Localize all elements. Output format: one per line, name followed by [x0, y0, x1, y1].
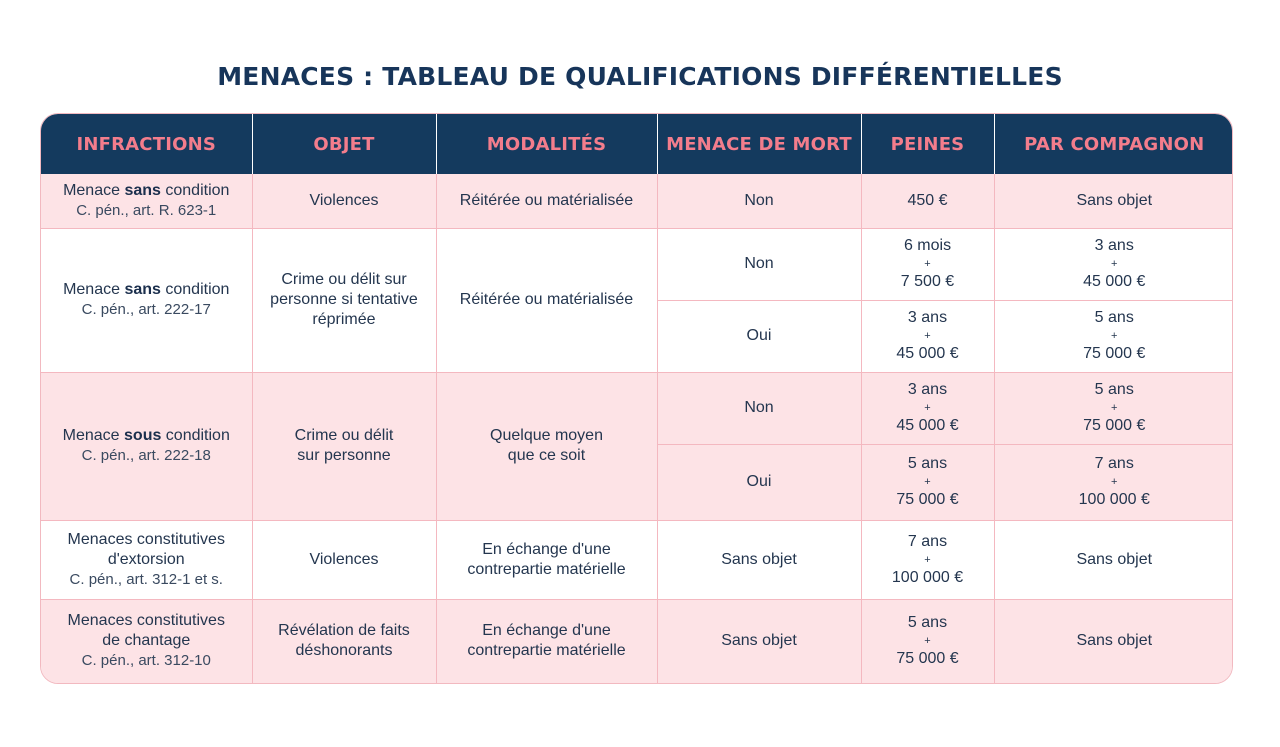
- objet-cell: Crime ou délit sur personne si tentative réprimée: [252, 228, 436, 372]
- qualifications-table: [40, 113, 1233, 684]
- peines-cell: 5 ans + 75 000 €: [861, 599, 994, 683]
- compagnon-cell: Sans objet: [994, 174, 1233, 228]
- peines-cell: 5 ans + 75 000 €: [861, 444, 994, 520]
- compagnon-cell: Sans objet: [994, 520, 1233, 599]
- table-row: [41, 520, 1233, 599]
- peines-cell: 3 ans + 45 000 €: [861, 300, 994, 372]
- menace-de-mort-cell: Oui: [657, 444, 861, 520]
- objet-cell: Violences: [252, 174, 436, 228]
- table-row: [41, 372, 1233, 444]
- peines-cell: 6 mois + 7 500 €: [861, 228, 994, 300]
- compagnon-cell: 3 ans + 45 000 €: [994, 228, 1233, 300]
- menace-de-mort-cell: Non: [657, 174, 861, 228]
- peines-cell: 450 €: [861, 174, 994, 228]
- objet-cell: Violences: [252, 520, 436, 599]
- infraction-cell: [41, 228, 252, 372]
- table-header-row: [41, 114, 1233, 174]
- page-title: MENACES : TABLEAU DE QUALIFICATIONS DIFFÉRENTIELLES: [217, 62, 1063, 91]
- infraction-label: Menace sans condition: [63, 281, 230, 298]
- header-modalites: MODALITÉS: [436, 114, 657, 174]
- modalites-cell: Réitérée ou matérialisée: [436, 174, 657, 228]
- menace-de-mort-cell: Non: [657, 372, 861, 444]
- table-row: [41, 599, 1233, 683]
- infraction-cell: [41, 372, 252, 520]
- compagnon-cell: Sans objet: [994, 599, 1233, 683]
- modalites-cell: Quelque moyen que ce soit: [436, 372, 657, 520]
- header-infractions: INFRACTIONS: [41, 114, 252, 174]
- peines-cell: 3 ans + 45 000 €: [861, 372, 994, 444]
- header-menace-de-mort: MENACE DE MORT: [657, 114, 861, 174]
- objet-cell: Révélation de faits déshonorants: [252, 599, 436, 683]
- compagnon-cell: 7 ans + 100 000 €: [994, 444, 1233, 520]
- infraction-ref: C. pén., art. R. 623-1: [76, 201, 217, 219]
- infraction-cell: Menaces constitutives de chantage C. pén., art. 312-10: [41, 599, 252, 683]
- compagnon-cell: 5 ans + 75 000 €: [994, 300, 1233, 372]
- menace-de-mort-cell: Sans objet: [657, 520, 861, 599]
- table-row: [41, 174, 1233, 228]
- infraction-ref: C. pén., art. 222-17: [81, 301, 211, 318]
- table-row: [41, 228, 1233, 300]
- infraction-ref: C. pén., art. 222-18: [81, 447, 211, 464]
- infraction-label: Menace sans condition: [63, 181, 230, 199]
- peines-cell: 7 ans + 100 000 €: [861, 520, 994, 599]
- modalites-cell: Réitérée ou matérialisée: [436, 228, 657, 372]
- modalites-cell: En échange d'une contrepartie matérielle: [436, 599, 657, 683]
- header-peines: PEINES: [861, 114, 994, 174]
- infraction-ref: C. pén., art. 312-10: [81, 652, 211, 670]
- infraction-cell: [41, 174, 252, 228]
- header-objet: OBJET: [252, 114, 436, 174]
- infraction-label: Menace sous condition: [62, 427, 230, 444]
- compagnon-cell: 5 ans + 75 000 €: [994, 372, 1233, 444]
- modalites-cell: En échange d'une contrepartie matérielle: [436, 520, 657, 599]
- menace-de-mort-cell: Oui: [657, 300, 861, 372]
- objet-cell: Crime ou délit sur personne: [252, 372, 436, 520]
- menace-de-mort-cell: Sans objet: [657, 599, 861, 683]
- infraction-cell: Menaces constitutives d'extorsion C. pén., art. 312-1 et s.: [41, 520, 252, 599]
- header-par-compagnon: PAR COMPAGNON: [994, 114, 1233, 174]
- infraction-ref: C. pén., art. 312-1 et s.: [69, 570, 223, 588]
- menace-de-mort-cell: Non: [657, 228, 861, 300]
